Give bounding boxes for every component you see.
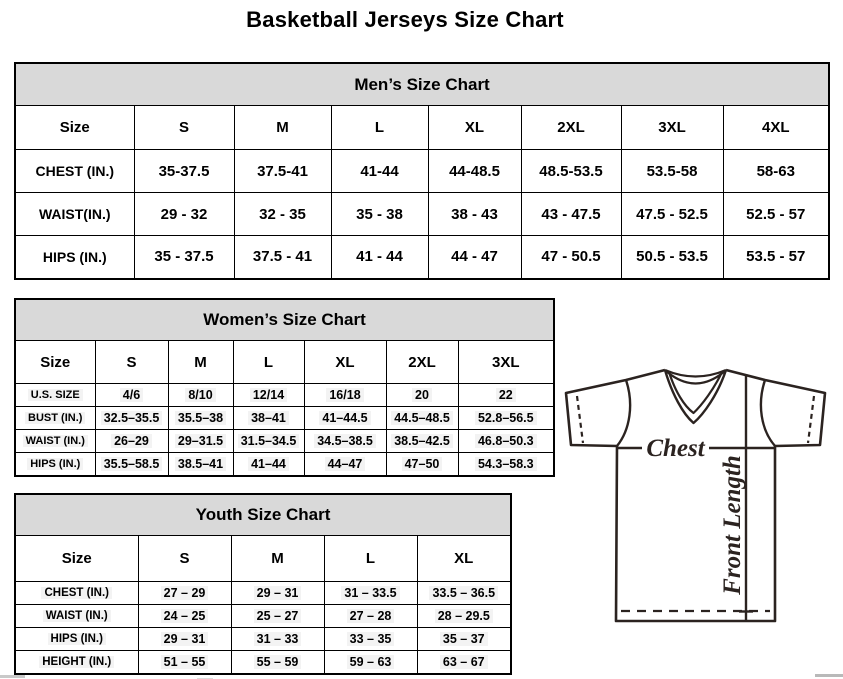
vneck-collar	[665, 370, 726, 423]
table-row	[15, 407, 554, 430]
column-header: Size	[15, 536, 138, 582]
cell-value: 37.5-41	[234, 150, 331, 193]
cell-value: 38.5–42.5	[386, 430, 458, 453]
column-header: XL	[428, 106, 521, 150]
cell-value: 33 – 35	[324, 628, 417, 651]
cell-value: 35 - 38	[331, 193, 428, 236]
cell-value: 35.5–38	[168, 407, 233, 430]
table-row	[15, 430, 554, 453]
front-length-label: Front Length	[719, 455, 746, 595]
cell-value: 37.5 - 41	[234, 236, 331, 279]
mens-size-table	[14, 62, 830, 280]
cell-value: 44 - 47	[428, 236, 521, 279]
row-label: HIPS (IN.)	[15, 236, 134, 279]
cell-value: 31.5–34.5	[233, 430, 304, 453]
cell-value: 31 – 33.5	[324, 582, 417, 605]
cell-value: 58-63	[723, 150, 829, 193]
row-label: WAIST(IN.)	[15, 193, 134, 236]
table-row	[15, 193, 829, 236]
cuff-stitch-right-icon	[808, 396, 814, 443]
cell-value: 25 – 27	[231, 605, 324, 628]
column-header: XL	[417, 536, 511, 582]
column-header: XL	[304, 341, 386, 384]
table-row	[15, 628, 511, 651]
armhole-seam-left	[617, 380, 630, 446]
cell-value: 52.5 - 57	[723, 193, 829, 236]
cell-value: 35 - 37.5	[134, 236, 234, 279]
cell-value: 38.5–41	[168, 453, 233, 476]
cell-value: 20	[386, 384, 458, 407]
cell-value: 41 - 44	[331, 236, 428, 279]
cell-value: 27 – 29	[138, 582, 231, 605]
cell-value: 31 – 33	[231, 628, 324, 651]
cell-value: 29–31.5	[168, 430, 233, 453]
column-header: S	[95, 341, 168, 384]
cell-value: 44–47	[304, 453, 386, 476]
cell-value: 33.5 – 36.5	[417, 582, 511, 605]
cell-value: 8/10	[168, 384, 233, 407]
table-row	[15, 150, 829, 193]
table-title: Youth Size Chart	[15, 494, 511, 536]
column-header: L	[324, 536, 417, 582]
cell-value: 27 – 28	[324, 605, 417, 628]
table-row	[15, 605, 511, 628]
cell-value: 32.5–35.5	[95, 407, 168, 430]
cell-value: 59 – 63	[324, 651, 417, 674]
edge-artifact-right	[815, 674, 843, 677]
page-title: Basketball Jerseys Size Chart	[246, 7, 564, 32]
cell-value: 53.5 - 57	[723, 236, 829, 279]
column-header: 3XL	[458, 341, 554, 384]
column-header: L	[331, 106, 428, 150]
cell-value: 35 – 37	[417, 628, 511, 651]
row-label: WAIST (IN.)	[15, 605, 138, 628]
cell-value: 53.5-58	[621, 150, 723, 193]
cell-value: 16/18	[304, 384, 386, 407]
cell-value: 41-44	[331, 150, 428, 193]
cell-value: 50.5 - 53.5	[621, 236, 723, 279]
cell-value: 54.3–58.3	[458, 453, 554, 476]
row-label: HIPS (IN.)	[15, 628, 138, 651]
cell-value: 63 – 67	[417, 651, 511, 674]
table-row	[15, 582, 511, 605]
table-row	[15, 651, 511, 674]
table-title: Men’s Size Chart	[15, 63, 829, 106]
column-header: 3XL	[621, 106, 723, 150]
column-header: 2XL	[521, 106, 621, 150]
table-title: Women’s Size Chart	[15, 299, 554, 341]
row-label: WAIST (IN.)	[15, 430, 95, 453]
row-label: BUST (IN.)	[15, 407, 95, 430]
column-header: Size	[15, 341, 95, 384]
column-header: L	[233, 341, 304, 384]
womens-size-table	[14, 298, 555, 477]
jersey-diagram-svg	[556, 362, 836, 628]
cell-value: 47 - 50.5	[521, 236, 621, 279]
jersey-measurement-diagram	[556, 362, 836, 628]
cell-value: 29 – 31	[138, 628, 231, 651]
cell-value: 55 – 59	[231, 651, 324, 674]
cell-value: 44-48.5	[428, 150, 521, 193]
armhole-seam-right	[761, 380, 775, 446]
row-label: HIPS (IN.)	[15, 453, 95, 476]
row-label: CHEST (IN.)	[15, 150, 134, 193]
column-header: S	[138, 536, 231, 582]
column-header: 2XL	[386, 341, 458, 384]
column-header: M	[231, 536, 324, 582]
youth-size-table	[14, 493, 512, 675]
row-label: U.S. SIZE	[15, 384, 95, 407]
cell-value: 34.5–38.5	[304, 430, 386, 453]
cell-value: 4/6	[95, 384, 168, 407]
row-label: CHEST (IN.)	[15, 582, 138, 605]
table-row	[15, 384, 554, 407]
cell-value: 24 – 25	[138, 605, 231, 628]
cell-value: 29 – 31	[231, 582, 324, 605]
cell-value: 35.5–58.5	[95, 453, 168, 476]
cell-value: 41–44.5	[304, 407, 386, 430]
cell-value: 47.5 - 52.5	[621, 193, 723, 236]
row-label: HEIGHT (IN.)	[15, 651, 138, 674]
cell-value: 44.5–48.5	[386, 407, 458, 430]
cell-value: 51 – 55	[138, 651, 231, 674]
table-row	[15, 453, 554, 476]
cell-value: 43 - 47.5	[521, 193, 621, 236]
column-header: M	[168, 341, 233, 384]
cell-value: 12/14	[233, 384, 304, 407]
column-header: Size	[15, 106, 134, 150]
column-header: S	[134, 106, 234, 150]
cell-value: 32 - 35	[234, 193, 331, 236]
cell-value: 22	[458, 384, 554, 407]
table-row	[15, 236, 829, 279]
edge-artifact-left	[0, 675, 25, 678]
chest-measure-label: Chest	[646, 435, 705, 462]
cell-value: 28 – 29.5	[417, 605, 511, 628]
cell-value: 48.5-53.5	[521, 150, 621, 193]
jersey-outline	[566, 370, 825, 621]
cell-value: 35-37.5	[134, 150, 234, 193]
cell-value: 38 - 43	[428, 193, 521, 236]
cell-value: 52.8–56.5	[458, 407, 554, 430]
cell-value: 26–29	[95, 430, 168, 453]
cell-value: 46.8–50.3	[458, 430, 554, 453]
column-header: 4XL	[723, 106, 829, 150]
cell-value: 29 - 32	[134, 193, 234, 236]
cuff-stitch-left-icon	[577, 396, 583, 443]
cell-value: 47–50	[386, 453, 458, 476]
cell-value: 38–41	[233, 407, 304, 430]
cell-value: 41–44	[233, 453, 304, 476]
column-header: M	[234, 106, 331, 150]
